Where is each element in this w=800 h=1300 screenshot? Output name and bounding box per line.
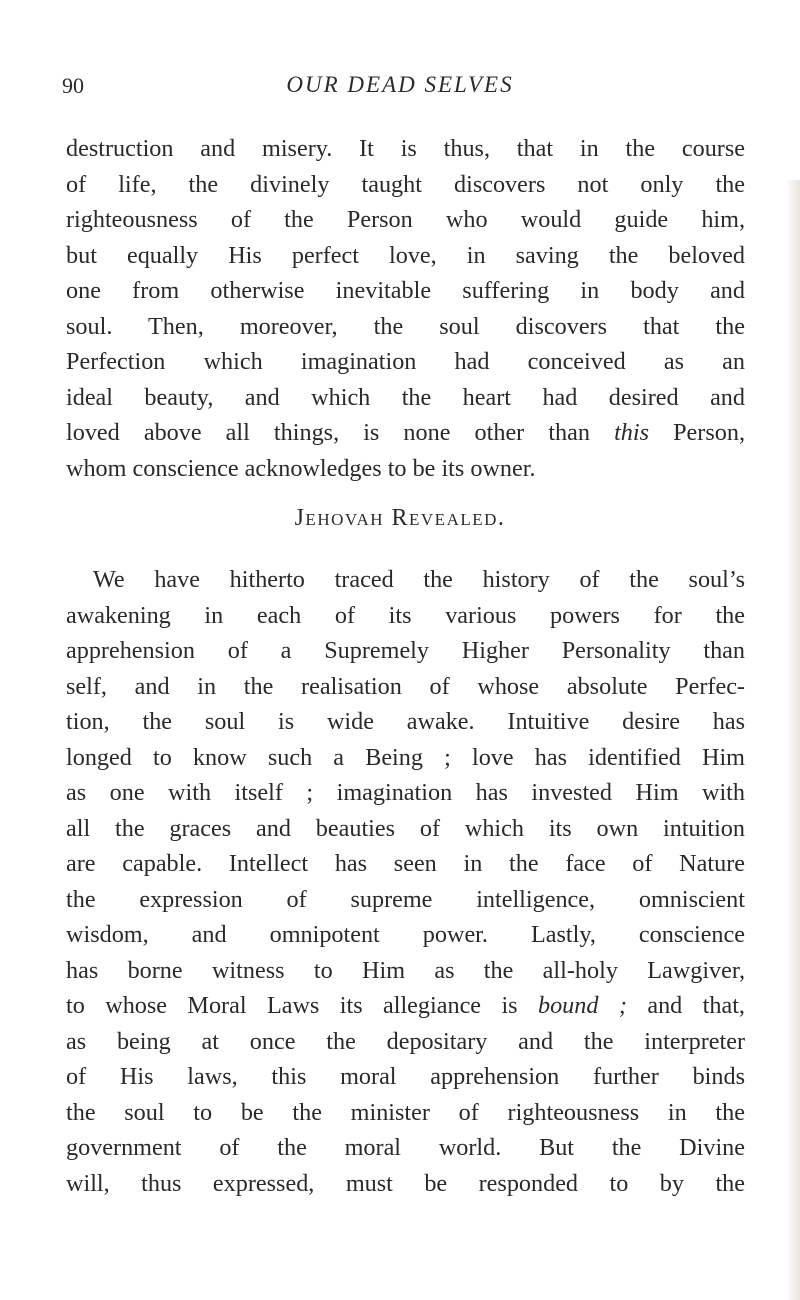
text-line: longed to know such a Being ; love has identified Him [66, 743, 745, 771]
text-line: Perfection which imagination had conceived as an [66, 348, 745, 375]
text-line: of His laws, this moral apprehension further binds [66, 1063, 745, 1090]
italic-word: this [614, 419, 650, 446]
text-line: the expression of supreme intelligence, omniscient [66, 885, 745, 913]
text-line: as one with itself ; imagination has invested Him with [66, 779, 745, 806]
italic-word: bound ; [537, 992, 627, 1019]
page-edge-shadow [786, 180, 800, 1300]
text-line: has borne witness to Him as the all-holy Lawgiver, [66, 956, 745, 984]
text-line: self, and in the realisation of whose absolute Perfec- [66, 672, 745, 700]
text-line-with-italic [66, 988, 745, 1024]
paragraph-1 [66, 131, 745, 486]
text-segment: Person, [649, 419, 745, 446]
text-line: We have hitherto traced the history of the soul’s [93, 566, 745, 593]
text-line: are capable. Intellect has seen in the face of Nature [66, 850, 745, 877]
text-line: ideal beauty, and which the heart had desired and [66, 383, 745, 411]
text-line: destruction and misery. It is thus, that in the course [66, 135, 745, 162]
text-line-with-italic [66, 415, 745, 451]
text-line: government of the moral world. But the Divine [66, 1134, 745, 1161]
text-line: awakening in each of its various powers for the [66, 601, 745, 629]
section-heading: Jehovah Revealed. [294, 505, 506, 531]
text-line: righteousness of the Person who would guide him, [66, 206, 745, 233]
text-line: will, thus expressed, must be responded to by the [66, 1169, 745, 1197]
text-segment: and that, [626, 992, 745, 1019]
text-line: soul. Then, moreover, the soul discovers that the [66, 312, 745, 340]
text-line: apprehension of a Supremely Higher Personality than [66, 637, 745, 664]
text-line: wisdom, and omnipotent power. Lastly, conscience [66, 921, 745, 948]
text-line: all the graces and beauties of which its own intuition [66, 814, 745, 842]
page-number: 90 [62, 73, 84, 98]
text-segment: loved above all things, is none other than [66, 419, 615, 446]
text-line: whom conscience acknowledges to be its owner. [66, 454, 536, 482]
running-title: OUR DEAD SELVES [286, 72, 514, 97]
text-segment: to whose Moral Laws its allegiance is [66, 992, 538, 1019]
text-line: of life, the divinely taught discovers not only the [66, 170, 745, 198]
text-line: one from otherwise inevitable suffering in body and [66, 277, 745, 304]
text-line: but equally His perfect love, in saving the beloved [66, 241, 745, 269]
text-line: tion, the soul is wide awake. Intuitive desire has [66, 708, 745, 735]
paragraph-2 [66, 562, 745, 1201]
text-line: the soul to be the minister of righteousness in the [66, 1098, 745, 1126]
text-line: as being at once the depositary and the interpreter [66, 1027, 745, 1055]
